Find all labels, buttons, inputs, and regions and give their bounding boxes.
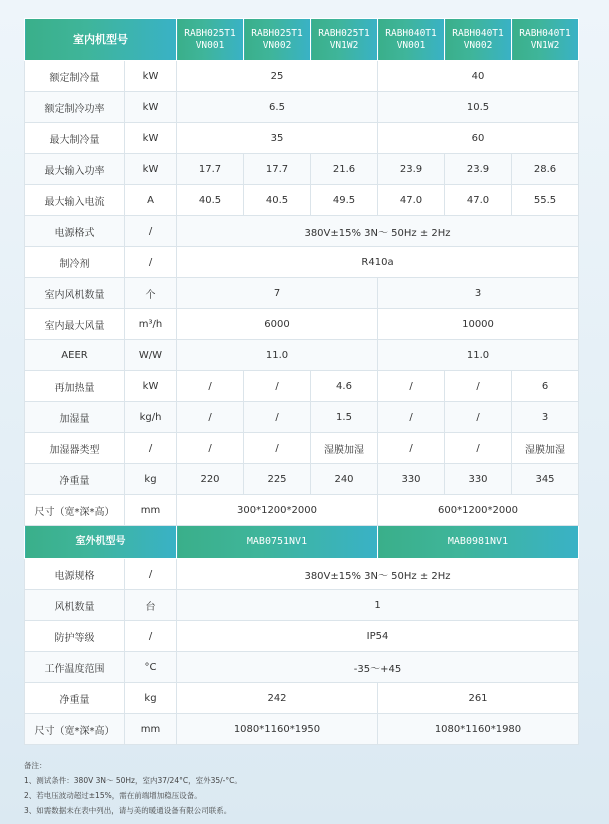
row-label: 加湿器类型 — [25, 433, 125, 464]
table-cell: 1080*1160*1950 — [177, 714, 378, 745]
row-unit: kg/h — [125, 402, 177, 433]
table-row — [25, 371, 579, 402]
row-unit: A — [125, 185, 177, 216]
table-row — [25, 61, 579, 92]
outdoor-header-label: 室外机型号 — [25, 526, 177, 559]
table-cell: / — [378, 433, 445, 464]
table-cell: / — [378, 371, 445, 402]
table-cell: 1.5 — [311, 402, 378, 433]
table-cell: 55.5 — [512, 185, 579, 216]
table-cell: R410a — [177, 247, 579, 278]
table-cell: 4.6 — [311, 371, 378, 402]
model-header: RABH040T1 VN002 — [445, 19, 512, 61]
table-cell: 1080*1160*1980 — [378, 714, 579, 745]
row-label: 电源规格 — [25, 559, 125, 590]
note-item: 1、测试条件：380V 3N～ 50Hz，室内37/24°C，室外35/-°C。 — [24, 776, 242, 785]
row-unit: kg — [125, 683, 177, 714]
table-row — [25, 216, 579, 247]
table-cell: 225 — [244, 464, 311, 495]
table-cell: 40.5 — [244, 185, 311, 216]
table-cell: / — [378, 402, 445, 433]
row-label: 尺寸（宽*深*高） — [25, 714, 125, 745]
row-label: 最大输入电流 — [25, 185, 125, 216]
table-cell: 345 — [512, 464, 579, 495]
table-cell: 47.0 — [445, 185, 512, 216]
table-cell: 242 — [177, 683, 378, 714]
row-label: 制冷剂 — [25, 247, 125, 278]
row-unit: kW — [125, 61, 177, 92]
table-cell: 11.0 — [177, 340, 378, 371]
table-row — [25, 621, 579, 652]
row-label: 风机数量 — [25, 590, 125, 621]
spec-table — [24, 18, 579, 745]
table-row — [25, 652, 579, 683]
table-cell: 10000 — [378, 309, 579, 340]
row-unit: kW — [125, 371, 177, 402]
indoor-header-row — [25, 19, 579, 61]
row-unit: / — [125, 621, 177, 652]
notes-title: 备注： — [24, 761, 47, 770]
table-cell: 湿膜加湿 — [512, 433, 579, 464]
table-row — [25, 402, 579, 433]
table-cell: IP54 — [177, 621, 579, 652]
model-header: MAB0751NV1 — [177, 526, 378, 559]
spec-sheet — [24, 18, 578, 745]
table-cell: 380V±15% 3N～ 50Hz ± 2Hz — [177, 216, 579, 247]
row-label: 额定制冷功率 — [25, 92, 125, 123]
table-row — [25, 590, 579, 621]
table-cell: 6000 — [177, 309, 378, 340]
row-unit: kW — [125, 123, 177, 154]
table-cell: / — [177, 371, 244, 402]
table-cell: / — [177, 402, 244, 433]
table-cell: 10.5 — [378, 92, 579, 123]
table-cell: 1 — [177, 590, 579, 621]
table-row — [25, 154, 579, 185]
row-unit: / — [125, 433, 177, 464]
note-item: 2、若电压波动超过±15%，需在前端增加稳压设备。 — [24, 791, 202, 800]
row-unit: W/W — [125, 340, 177, 371]
table-cell: 60 — [378, 123, 579, 154]
table-cell: / — [445, 402, 512, 433]
notes-section — [24, 758, 584, 818]
row-label: 工作温度范围 — [25, 652, 125, 683]
table-cell: 3 — [378, 278, 579, 309]
note-item: 3、如需数据未在表中列出，请与美的暖通设备有限公司联系。 — [24, 806, 232, 815]
row-unit: / — [125, 559, 177, 590]
model-header: RABH025T1 VN1W2 — [311, 19, 378, 61]
table-cell: 6 — [512, 371, 579, 402]
row-unit: mm — [125, 714, 177, 745]
table-cell: 28.6 — [512, 154, 579, 185]
table-row — [25, 340, 579, 371]
indoor-header-label: 室内机型号 — [25, 19, 177, 61]
table-cell: 40.5 — [177, 185, 244, 216]
table-cell: -35～+45 — [177, 652, 579, 683]
table-row — [25, 123, 579, 154]
table-row — [25, 247, 579, 278]
table-cell: 330 — [445, 464, 512, 495]
row-label: 电源格式 — [25, 216, 125, 247]
row-unit: / — [125, 216, 177, 247]
row-label: 尺寸（宽*深*高） — [25, 495, 125, 526]
row-label: 防护等级 — [25, 621, 125, 652]
table-cell: 300*1200*2000 — [177, 495, 378, 526]
table-cell: 6.5 — [177, 92, 378, 123]
row-unit: kg — [125, 464, 177, 495]
table-cell: 7 — [177, 278, 378, 309]
table-row — [25, 464, 579, 495]
table-cell: 23.9 — [378, 154, 445, 185]
table-row — [25, 714, 579, 745]
table-cell: 17.7 — [244, 154, 311, 185]
table-cell: / — [244, 371, 311, 402]
table-cell: 47.0 — [378, 185, 445, 216]
row-label: 额定制冷量 — [25, 61, 125, 92]
row-unit: m³/h — [125, 309, 177, 340]
table-cell: 17.7 — [177, 154, 244, 185]
table-cell: / — [445, 433, 512, 464]
table-cell: 11.0 — [378, 340, 579, 371]
row-unit: mm — [125, 495, 177, 526]
row-label: 加湿量 — [25, 402, 125, 433]
outdoor-header-row — [25, 526, 579, 559]
row-unit: kW — [125, 154, 177, 185]
row-unit: kW — [125, 92, 177, 123]
table-row — [25, 309, 579, 340]
row-unit: 台 — [125, 590, 177, 621]
table-row — [25, 495, 579, 526]
row-label: 净重量 — [25, 683, 125, 714]
table-cell: / — [177, 433, 244, 464]
table-cell: 600*1200*2000 — [378, 495, 579, 526]
table-cell: 380V±15% 3N～ 50Hz ± 2Hz — [177, 559, 579, 590]
row-unit: 个 — [125, 278, 177, 309]
table-cell: 25 — [177, 61, 378, 92]
table-cell: / — [445, 371, 512, 402]
row-unit: / — [125, 247, 177, 278]
row-label: AEER — [25, 340, 125, 371]
row-label: 室内最大风量 — [25, 309, 125, 340]
table-row — [25, 185, 579, 216]
row-label: 最大制冷量 — [25, 123, 125, 154]
table-cell: / — [244, 402, 311, 433]
table-cell: / — [244, 433, 311, 464]
table-cell: 240 — [311, 464, 378, 495]
table-cell: 220 — [177, 464, 244, 495]
table-cell: 3 — [512, 402, 579, 433]
table-cell: 330 — [378, 464, 445, 495]
table-cell: 35 — [177, 123, 378, 154]
table-cell: 23.9 — [445, 154, 512, 185]
model-header: MAB0981NV1 — [378, 526, 579, 559]
table-row — [25, 433, 579, 464]
model-header: RABH040T1 VN001 — [378, 19, 445, 61]
table-cell: 21.6 — [311, 154, 378, 185]
model-header: RABH025T1 VN002 — [244, 19, 311, 61]
table-cell: 49.5 — [311, 185, 378, 216]
table-cell: 40 — [378, 61, 579, 92]
table-row — [25, 683, 579, 714]
model-header: RABH040T1 VN1W2 — [512, 19, 579, 61]
row-label: 再加热量 — [25, 371, 125, 402]
row-label: 室内风机数量 — [25, 278, 125, 309]
table-cell: 湿膜加湿 — [311, 433, 378, 464]
table-row — [25, 278, 579, 309]
model-header: RABH025T1 VN001 — [177, 19, 244, 61]
row-unit: °C — [125, 652, 177, 683]
row-label: 最大输入功率 — [25, 154, 125, 185]
table-row — [25, 559, 579, 590]
table-cell: 261 — [378, 683, 579, 714]
row-label: 净重量 — [25, 464, 125, 495]
table-row — [25, 92, 579, 123]
